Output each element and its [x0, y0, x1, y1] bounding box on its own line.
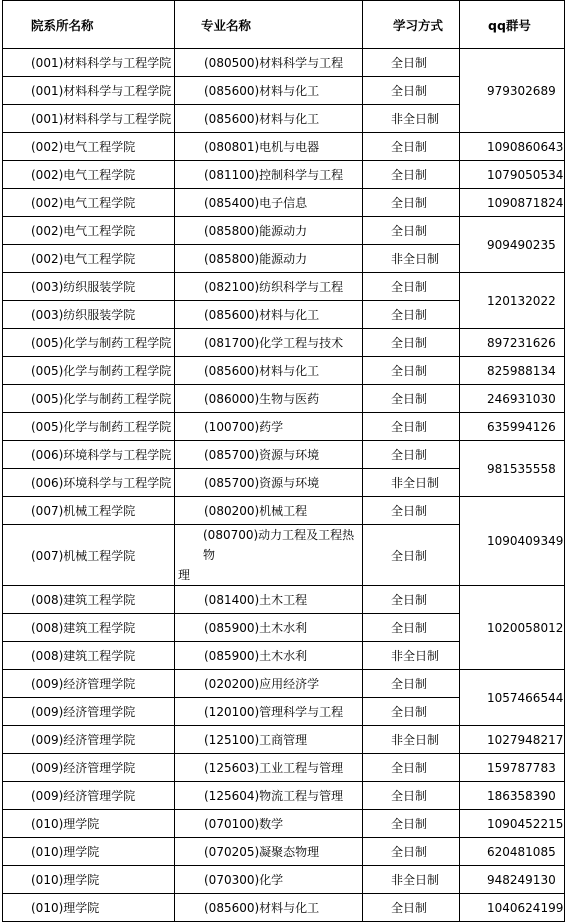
table-body	[3, 49, 565, 922]
study-mode-cell: 全日制	[363, 49, 460, 77]
qq-group-cell: 1020058012	[460, 586, 565, 670]
table-row	[3, 894, 565, 922]
department-cell: (009)经济管理学院	[3, 670, 175, 698]
department-cell: (007)机械工程学院	[3, 497, 175, 525]
table-header	[3, 1, 565, 49]
header-study-mode: 学习方式	[363, 1, 460, 49]
major-cell: (125603)工业工程与管理	[175, 754, 363, 782]
department-cell: (009)经济管理学院	[3, 698, 175, 726]
table-row	[3, 726, 565, 754]
major-line-2: 理	[178, 568, 191, 582]
header-qq-group: qq群号	[460, 1, 565, 49]
study-mode-cell: 全日制	[363, 329, 460, 357]
study-mode-cell: 非全日制	[363, 866, 460, 894]
qq-group-table	[2, 0, 565, 922]
department-cell: (003)纺织服装学院	[3, 273, 175, 301]
table-row	[3, 782, 565, 810]
table-row	[3, 189, 565, 217]
major-cell: (081400)土木工程	[175, 586, 363, 614]
department-cell: (005)化学与制药工程学院	[3, 357, 175, 385]
header-row	[3, 1, 565, 49]
major-cell: (085700)资源与环境	[175, 441, 363, 469]
table-row	[3, 413, 565, 441]
study-mode-cell: 全日制	[363, 77, 460, 105]
qq-group-cell: 1090452215	[460, 810, 565, 838]
qq-group-cell: 909490235	[460, 217, 565, 273]
qq-group-cell: 186358390	[460, 782, 565, 810]
table-row	[3, 273, 565, 301]
table-row	[3, 385, 565, 413]
qq-group-cell: 246931030	[460, 385, 565, 413]
qq-group-cell: 159787783	[460, 754, 565, 782]
table-row	[3, 161, 565, 189]
qq-group-cell: 825988134	[460, 357, 565, 385]
study-mode-cell: 全日制	[363, 586, 460, 614]
department-cell: (002)电气工程学院	[3, 245, 175, 273]
department-cell: (007)机械工程学院	[3, 525, 175, 586]
qq-group-cell: 1079050534	[460, 161, 565, 189]
department-cell: (010)理学院	[3, 838, 175, 866]
major-cell: (082100)纺织科学与工程	[175, 273, 363, 301]
major-cell: (070100)数学	[175, 810, 363, 838]
qq-group-cell: 1027948217	[460, 726, 565, 754]
study-mode-cell: 全日制	[363, 497, 460, 525]
study-mode-cell: 全日制	[363, 754, 460, 782]
qq-group-cell: 620481085	[460, 838, 565, 866]
study-mode-cell: 非全日制	[363, 642, 460, 670]
major-cell: (081700)化学工程与技术	[175, 329, 363, 357]
table-row	[3, 754, 565, 782]
department-cell: (006)环境科学与工程学院	[3, 469, 175, 497]
major-cell: (085600)材料与化工	[175, 894, 363, 922]
study-mode-cell: 全日制	[363, 810, 460, 838]
major-cell: (086000)生物与医药	[175, 385, 363, 413]
department-cell: (010)理学院	[3, 810, 175, 838]
table-row	[3, 838, 565, 866]
major-cell: (080801)电机与电器	[175, 133, 363, 161]
qq-group-cell: 120132022	[460, 273, 565, 329]
table-row	[3, 329, 565, 357]
qq-group-cell: 1040624199	[460, 894, 565, 922]
department-cell: (010)理学院	[3, 866, 175, 894]
major-cell: (120100)管理科学与工程	[175, 698, 363, 726]
study-mode-cell: 全日制	[363, 357, 460, 385]
table-row	[3, 497, 565, 525]
study-mode-cell: 非全日制	[363, 469, 460, 497]
department-cell: (002)电气工程学院	[3, 189, 175, 217]
major-cell: (085900)土木水利	[175, 614, 363, 642]
study-mode-cell: 全日制	[363, 525, 460, 586]
department-cell: (010)理学院	[3, 894, 175, 922]
major-cell: (081100)控制科学与工程	[175, 161, 363, 189]
table-row	[3, 586, 565, 614]
department-cell: (002)电气工程学院	[3, 133, 175, 161]
qq-group-cell: 1090871824	[460, 189, 565, 217]
study-mode-cell: 全日制	[363, 838, 460, 866]
major-cell: (085600)材料与化工	[175, 301, 363, 329]
header-department: 院系所名称	[3, 1, 175, 49]
study-mode-cell: 全日制	[363, 273, 460, 301]
qq-group-cell: 1057466544	[460, 670, 565, 726]
major-cell: (085600)材料与化工	[175, 77, 363, 105]
major-cell: (020200)应用经济学	[175, 670, 363, 698]
study-mode-cell: 全日制	[363, 385, 460, 413]
study-mode-cell: 全日制	[363, 301, 460, 329]
major-cell: (125100)工商管理	[175, 726, 363, 754]
major-cell: (085600)材料与化工	[175, 105, 363, 133]
department-cell: (009)经济管理学院	[3, 726, 175, 754]
table-row	[3, 49, 565, 77]
department-cell: (005)化学与制药工程学院	[3, 329, 175, 357]
study-mode-cell: 全日制	[363, 698, 460, 726]
major-cell: (085800)能源动力	[175, 245, 363, 273]
major-cell: (085600)材料与化工	[175, 357, 363, 385]
qq-group-cell: 979302689	[460, 49, 565, 133]
header-major: 专业名称	[175, 1, 363, 49]
qq-group-cell: 897231626	[460, 329, 565, 357]
study-mode-cell: 全日制	[363, 189, 460, 217]
major-cell: (085700)资源与环境	[175, 469, 363, 497]
department-cell: (002)电气工程学院	[3, 217, 175, 245]
major-cell: (080200)机械工程	[175, 497, 363, 525]
qq-group-cell: 948249130	[460, 866, 565, 894]
department-cell: (008)建筑工程学院	[3, 614, 175, 642]
department-cell: (002)电气工程学院	[3, 161, 175, 189]
major-cell: (085800)能源动力	[175, 217, 363, 245]
department-cell: (003)纺织服装学院	[3, 301, 175, 329]
department-cell: (008)建筑工程学院	[3, 586, 175, 614]
table-row	[3, 441, 565, 469]
major-cell: (070300)化学	[175, 866, 363, 894]
study-mode-cell: 全日制	[363, 217, 460, 245]
department-cell: (005)化学与制药工程学院	[3, 385, 175, 413]
study-mode-cell: 全日制	[363, 133, 460, 161]
department-cell: (008)建筑工程学院	[3, 642, 175, 670]
department-cell: (001)材料科学与工程学院	[3, 77, 175, 105]
qq-group-cell: 1090409349	[460, 497, 565, 586]
table-row	[3, 217, 565, 245]
department-cell: (009)经济管理学院	[3, 754, 175, 782]
department-cell: (001)材料科学与工程学院	[3, 105, 175, 133]
study-mode-cell: 全日制	[363, 161, 460, 189]
study-mode-cell: 非全日制	[363, 726, 460, 754]
study-mode-cell: 全日制	[363, 614, 460, 642]
major-line-1: (080700)动力工程及工程热物	[203, 528, 355, 562]
qq-group-cell: 635994126	[460, 413, 565, 441]
qq-group-cell: 981535558	[460, 441, 565, 497]
major-cell	[175, 525, 363, 586]
major-cell: (125604)物流工程与管理	[175, 782, 363, 810]
study-mode-cell: 全日制	[363, 441, 460, 469]
department-cell: (001)材料科学与工程学院	[3, 49, 175, 77]
major-cell: (070205)凝聚态物理	[175, 838, 363, 866]
department-cell: (009)经济管理学院	[3, 782, 175, 810]
study-mode-cell: 非全日制	[363, 245, 460, 273]
table-row	[3, 357, 565, 385]
table-row	[3, 810, 565, 838]
major-cell: (100700)药学	[175, 413, 363, 441]
table-row	[3, 133, 565, 161]
major-cell: (085900)土木水利	[175, 642, 363, 670]
department-cell: (005)化学与制药工程学院	[3, 413, 175, 441]
qq-group-cell: 1090860643	[460, 133, 565, 161]
department-cell: (006)环境科学与工程学院	[3, 441, 175, 469]
major-cell: (085400)电子信息	[175, 189, 363, 217]
study-mode-cell: 非全日制	[363, 105, 460, 133]
study-mode-cell: 全日制	[363, 413, 460, 441]
table-row	[3, 866, 565, 894]
study-mode-cell: 全日制	[363, 894, 460, 922]
table-row	[3, 670, 565, 698]
major-cell: (080500)材料科学与工程	[175, 49, 363, 77]
study-mode-cell: 全日制	[363, 782, 460, 810]
study-mode-cell: 全日制	[363, 670, 460, 698]
